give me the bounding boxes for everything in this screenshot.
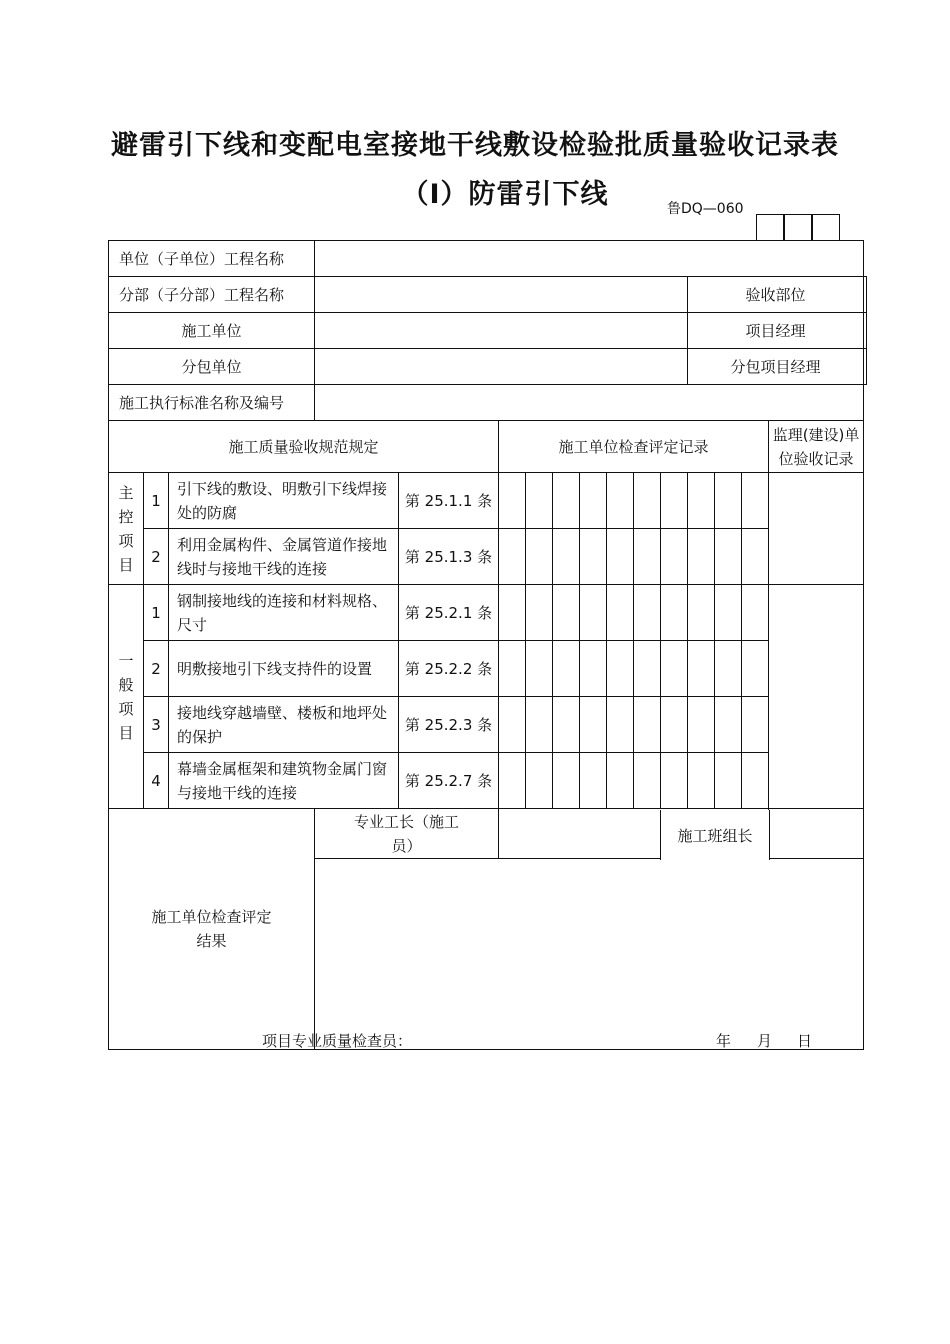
subpart-name-label: 分部（子分部）工程名称	[109, 277, 315, 313]
item-description: 幕墙金属框架和建筑物金属门窗与接地干线的连接	[169, 753, 399, 809]
check-cell[interactable]	[607, 529, 634, 585]
project-manager-field[interactable]	[864, 313, 867, 349]
check-cell[interactable]	[607, 753, 634, 809]
check-cell[interactable]	[661, 641, 688, 697]
check-cell[interactable]	[634, 585, 661, 641]
check-cell[interactable]	[580, 697, 607, 753]
check-cell[interactable]	[580, 473, 607, 529]
supervision-column-header: 监理(建设)单位验收记录	[769, 421, 864, 473]
acceptance-part-field[interactable]	[864, 277, 867, 313]
check-cell[interactable]	[607, 473, 634, 529]
item-description: 引下线的敷设、明敷引下线焊接处的防腐	[169, 473, 399, 529]
item-clause: 第 25.1.1 条	[399, 473, 499, 529]
check-column-header: 施工单位检查评定记录	[499, 421, 769, 473]
check-cell[interactable]	[661, 585, 688, 641]
check-cell[interactable]	[688, 473, 715, 529]
check-cell[interactable]	[661, 753, 688, 809]
item-clause: 第 25.2.2 条	[399, 641, 499, 697]
check-cell[interactable]	[634, 473, 661, 529]
page-subtitle: （Ⅰ）防雷引下线	[401, 179, 609, 210]
check-cell[interactable]	[580, 641, 607, 697]
check-cell[interactable]	[634, 529, 661, 585]
check-cell[interactable]	[526, 697, 553, 753]
standard-label: 施工执行标准名称及编号	[109, 385, 315, 421]
check-cell[interactable]	[715, 585, 742, 641]
result-field[interactable]	[315, 859, 864, 1050]
team-leader-label: 施工班组长	[660, 810, 770, 860]
item-description: 明敷接地引下线支持件的设置	[169, 641, 399, 697]
check-cell[interactable]	[688, 585, 715, 641]
date-year-label: 年	[716, 1032, 732, 1050]
check-cell[interactable]	[715, 697, 742, 753]
code-box-1[interactable]	[756, 214, 784, 240]
code-box-2[interactable]	[784, 214, 812, 240]
unit-name-label: 单位（子单位）工程名称	[109, 241, 315, 277]
check-cell[interactable]	[553, 641, 580, 697]
unit-name-field[interactable]	[315, 241, 864, 277]
check-cell[interactable]	[553, 529, 580, 585]
check-cell[interactable]	[499, 473, 526, 529]
check-cell[interactable]	[661, 697, 688, 753]
check-cell[interactable]	[607, 697, 634, 753]
main-items-group-label: 主控项目	[109, 473, 144, 585]
check-cell[interactable]	[607, 641, 634, 697]
check-cell[interactable]	[742, 753, 769, 809]
date-month-label: 月	[757, 1032, 773, 1050]
check-cell[interactable]	[661, 529, 688, 585]
check-cell[interactable]	[526, 641, 553, 697]
check-cell[interactable]	[499, 529, 526, 585]
check-cell[interactable]	[634, 697, 661, 753]
subcontract-unit-field[interactable]	[315, 349, 688, 385]
item-description: 利用金属构件、金属管道作接地线时与接地干线的连接	[169, 529, 399, 585]
item-number: 4	[144, 753, 169, 809]
construction-unit-label: 施工单位	[109, 313, 315, 349]
check-cell[interactable]	[580, 585, 607, 641]
check-cell[interactable]	[742, 585, 769, 641]
spec-column-header: 施工质量验收规范规定	[109, 421, 499, 473]
check-cell[interactable]	[526, 753, 553, 809]
check-cell[interactable]	[553, 753, 580, 809]
check-cell[interactable]	[526, 529, 553, 585]
team-leader-field[interactable]	[769, 809, 864, 859]
check-cell[interactable]	[580, 529, 607, 585]
check-cell[interactable]	[553, 585, 580, 641]
date-day-label: 日	[797, 1032, 813, 1050]
check-cell[interactable]	[607, 585, 634, 641]
check-cell[interactable]	[499, 585, 526, 641]
check-cell[interactable]	[688, 641, 715, 697]
check-cell[interactable]	[742, 697, 769, 753]
check-cell[interactable]	[715, 529, 742, 585]
check-cell[interactable]	[580, 753, 607, 809]
page-title: 避雷引下线和变配电室接地干线敷设检验批质量验收记录表	[111, 130, 839, 161]
check-cell[interactable]	[634, 753, 661, 809]
subcontract-manager-label: 分包项目经理	[688, 349, 864, 385]
item-number: 1	[144, 473, 169, 529]
check-cell[interactable]	[742, 473, 769, 529]
check-cell[interactable]	[526, 473, 553, 529]
item-description: 钢制接地线的连接和材料规格、尺寸	[169, 585, 399, 641]
standard-field[interactable]	[315, 385, 864, 421]
subcontract-manager-field[interactable]	[864, 349, 867, 385]
check-cell[interactable]	[715, 753, 742, 809]
form-code: 鲁DQ—060	[667, 201, 744, 217]
item-number: 2	[144, 529, 169, 585]
general-supervision-field[interactable]	[769, 585, 864, 809]
check-cell[interactable]	[526, 585, 553, 641]
check-cell[interactable]	[715, 473, 742, 529]
check-cell[interactable]	[688, 697, 715, 753]
item-number: 1	[144, 585, 169, 641]
acceptance-part-label: 验收部位	[688, 277, 864, 313]
check-cell[interactable]	[742, 529, 769, 585]
item-description: 接地线穿越墙壁、楼板和地坪处的保护	[169, 697, 399, 753]
check-cell[interactable]	[688, 529, 715, 585]
item-clause: 第 25.2.7 条	[399, 753, 499, 809]
main-supervision-field[interactable]	[769, 473, 864, 585]
check-cell[interactable]	[553, 697, 580, 753]
item-clause: 第 25.2.3 条	[399, 697, 499, 753]
subcontract-unit-label: 分包单位	[109, 349, 315, 385]
inspection-table	[108, 240, 867, 1050]
foreman-label: 专业工长（施工员）	[315, 809, 499, 859]
check-cell[interactable]	[688, 753, 715, 809]
item-clause: 第 25.2.1 条	[399, 585, 499, 641]
item-number: 3	[144, 697, 169, 753]
check-cell[interactable]	[634, 641, 661, 697]
check-cell[interactable]	[499, 753, 526, 809]
check-cell[interactable]	[742, 641, 769, 697]
construction-unit-field[interactable]	[315, 313, 688, 349]
project-manager-label: 项目经理	[688, 313, 864, 349]
check-cell[interactable]	[499, 641, 526, 697]
check-cell[interactable]	[499, 697, 526, 753]
check-cell[interactable]	[715, 641, 742, 697]
item-clause: 第 25.1.3 条	[399, 529, 499, 585]
result-label: 施工单位检查评定结果	[109, 809, 315, 1050]
check-cell[interactable]	[553, 473, 580, 529]
subpart-name-field[interactable]	[315, 277, 688, 313]
code-box-3[interactable]	[812, 214, 840, 240]
check-cell[interactable]	[661, 473, 688, 529]
item-number: 2	[144, 641, 169, 697]
inspector-label: 项目专业质量检查员：	[262, 1032, 413, 1050]
general-items-group-label: 一般项目	[109, 585, 144, 809]
